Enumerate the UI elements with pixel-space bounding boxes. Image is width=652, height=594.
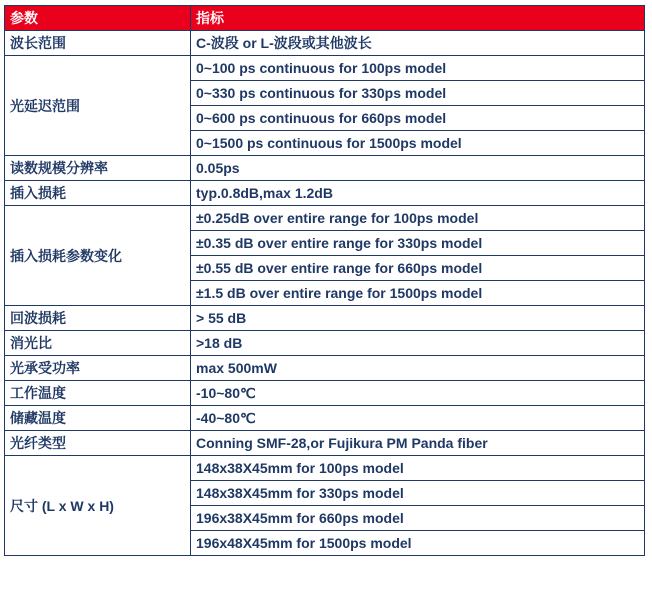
specification-value: -40~80℃ xyxy=(191,406,645,431)
specification-value: 196x48X45mm for 1500ps model xyxy=(191,531,645,556)
specification-value: ±1.5 dB over entire range for 1500ps model xyxy=(191,281,645,306)
parameter-label: 尺寸 (L x W x H) xyxy=(5,456,191,556)
parameter-label: 回波损耗 xyxy=(5,306,191,331)
specification-value: typ.0.8dB,max 1.2dB xyxy=(191,181,645,206)
specification-value: Conning SMF-28,or Fujikura PM Panda fiber xyxy=(191,431,645,456)
table-row xyxy=(5,331,645,356)
parameter-label: 储藏温度 xyxy=(5,406,191,431)
parameter-label: 波长范围 xyxy=(5,31,191,56)
specification-value: >18 dB xyxy=(191,331,645,356)
table-row xyxy=(5,356,645,381)
parameter-label: 消光比 xyxy=(5,331,191,356)
table-row xyxy=(5,456,645,481)
parameter-label: 读数规模分辨率 xyxy=(5,156,191,181)
specification-value: 148x38X45mm for 330ps model xyxy=(191,481,645,506)
table-body xyxy=(5,31,645,556)
parameter-label: 工作温度 xyxy=(5,381,191,406)
table-header-row xyxy=(5,6,645,31)
table-row xyxy=(5,181,645,206)
specification-value: 196x38X45mm for 660ps model xyxy=(191,506,645,531)
table-row xyxy=(5,206,645,231)
specification-value: 0~330 ps continuous for 330ps model xyxy=(191,81,645,106)
parameter-label: 光承受功率 xyxy=(5,356,191,381)
specification-value: max 500mW xyxy=(191,356,645,381)
column-header-parameter: 参数 xyxy=(5,6,191,31)
table-row xyxy=(5,406,645,431)
specification-table xyxy=(4,5,645,556)
specification-value: 0~1500 ps continuous for 1500ps model xyxy=(191,131,645,156)
specification-value: ±0.55 dB over entire range for 660ps model xyxy=(191,256,645,281)
specification-value: ±0.25dB over entire range for 100ps model xyxy=(191,206,645,231)
parameter-label: 光纤类型 xyxy=(5,431,191,456)
table-row xyxy=(5,156,645,181)
specification-value: 0~600 ps continuous for 660ps model xyxy=(191,106,645,131)
table-row xyxy=(5,431,645,456)
specification-value: 148x38X45mm for 100ps model xyxy=(191,456,645,481)
table-row xyxy=(5,56,645,81)
parameter-label: 光延迟范围 xyxy=(5,56,191,156)
specification-value: ±0.35 dB over entire range for 330ps model xyxy=(191,231,645,256)
table-row xyxy=(5,381,645,406)
specification-value: 0~100 ps continuous for 100ps model xyxy=(191,56,645,81)
column-header-specification: 指标 xyxy=(191,6,645,31)
parameter-label: 插入损耗 xyxy=(5,181,191,206)
specification-value: 0.05ps xyxy=(191,156,645,181)
specification-value: C-波段 or L-波段或其他波长 xyxy=(191,31,645,56)
table-row xyxy=(5,31,645,56)
specification-value: > 55 dB xyxy=(191,306,645,331)
table-header xyxy=(5,6,645,31)
specification-value: -10~80℃ xyxy=(191,381,645,406)
table-row xyxy=(5,306,645,331)
parameter-label: 插入损耗参数变化 xyxy=(5,206,191,306)
